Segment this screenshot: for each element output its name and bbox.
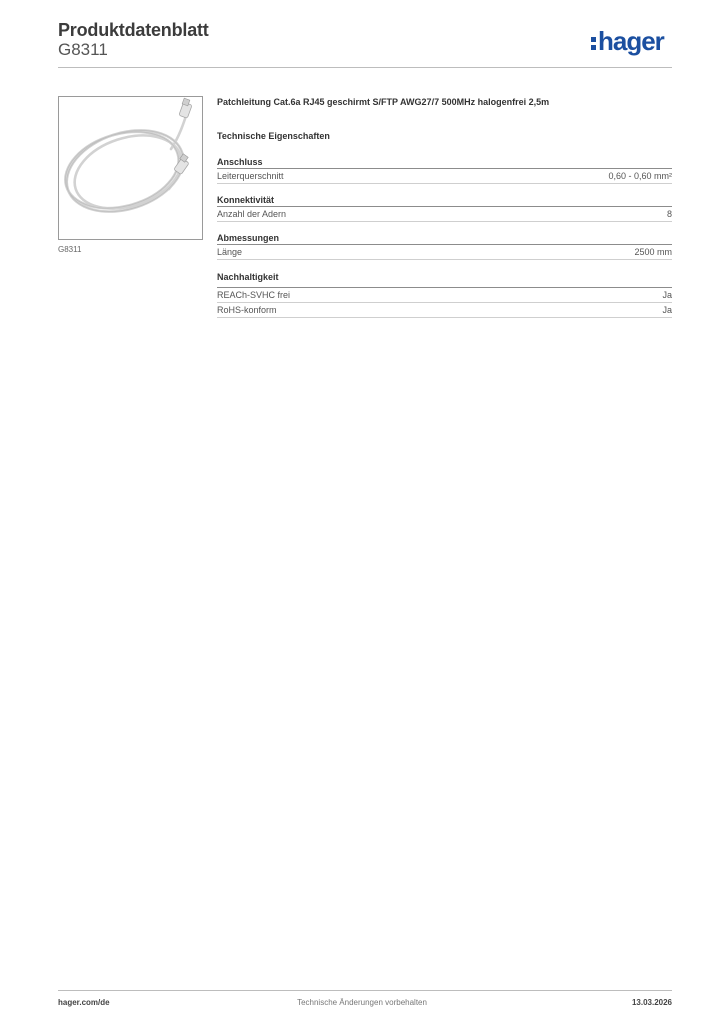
product-image [58, 96, 203, 240]
product-code: G8311 [58, 40, 108, 59]
group-heading-anschluss: Anschluss [217, 157, 263, 167]
row-divider [217, 302, 672, 303]
footer-website: hager.com/de [58, 998, 110, 1007]
spec-label: REACh-SVHC frei [217, 290, 291, 300]
spec-value: Ja [662, 305, 672, 315]
row-divider [217, 259, 672, 260]
spec-value: 8 [666, 209, 672, 219]
hager-logo [590, 28, 664, 54]
logo-colon-icon [590, 32, 597, 52]
spec-label: Anzahl der Adern [217, 209, 287, 219]
group-heading-abmessungen: Abmessungen [217, 233, 280, 243]
footer-divider [58, 990, 672, 991]
section-heading: Technische Eigenschaften [217, 131, 330, 141]
product-title: Patchleitung Cat.6a RJ45 geschirmt S/FTP AWG27/7 500MHz halogenfrei 2,5m [217, 97, 550, 107]
spec-label: Leiterquerschnitt [217, 171, 284, 181]
group-divider [217, 244, 672, 245]
logo-text: hager [598, 26, 664, 56]
spec-value: 2500 mm [634, 247, 672, 257]
patch-cable-image [59, 97, 202, 239]
group-divider [217, 206, 672, 207]
page-title: Produktdatenblatt [58, 20, 209, 40]
image-caption: G8311 [58, 245, 82, 254]
group-divider [217, 287, 672, 288]
footer-date: 13.03.2026 [631, 998, 672, 1007]
group-divider [217, 168, 672, 169]
header-divider [58, 67, 672, 68]
spec-value: Ja [662, 290, 672, 300]
group-heading-nachhaltigkeit: Nachhaltigkeit [217, 272, 279, 282]
row-divider [217, 221, 672, 222]
group-heading-konnektivitaet: Konnektivität [217, 195, 275, 205]
spec-label: Länge [217, 247, 243, 257]
spec-value: 0,60 - 0,60 mm² [608, 171, 672, 181]
footer-disclaimer: Technische Änderungen vorbehalten [297, 998, 427, 1007]
row-divider [217, 317, 672, 318]
row-divider [217, 183, 672, 184]
spec-label: RoHS-konform [217, 305, 277, 315]
